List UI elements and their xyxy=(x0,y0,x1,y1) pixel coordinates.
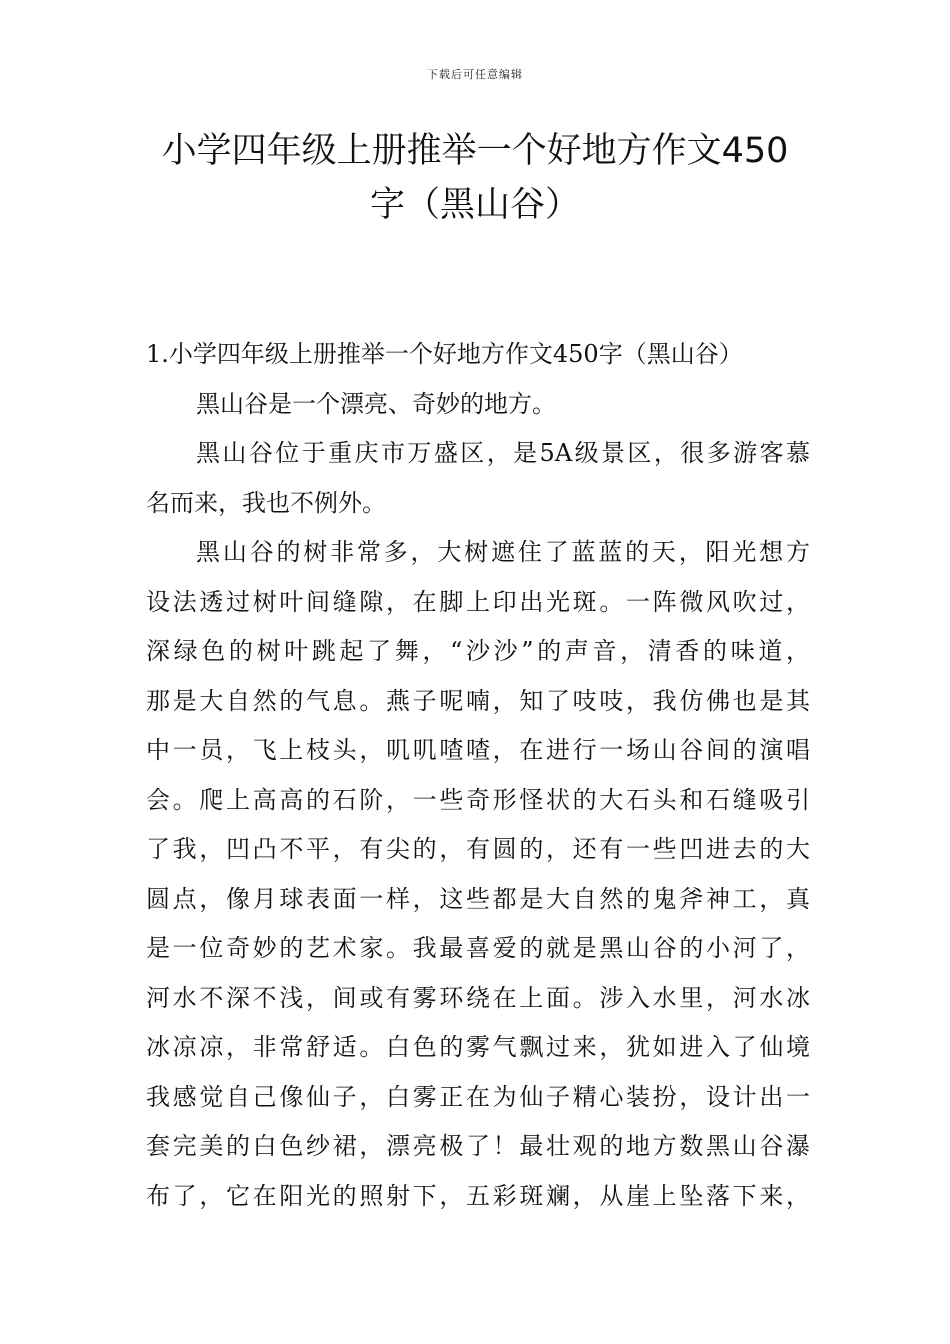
paragraph-line: 设法透过树叶间缝隙，在脚上印出光斑。一阵微风吹过， xyxy=(146,587,810,616)
paragraph-line: 深绿色的树叶跳起了舞，“沙沙”的声音，清香的味道， xyxy=(146,637,810,665)
paragraph-line: 会。爬上高高的石阶，一些奇形怪状的大石头和石缝吸引 xyxy=(146,785,810,814)
paragraph-line: 套完美的白色纱裙，漂亮极了！最壮观的地方数黑山谷瀑 xyxy=(146,1132,810,1160)
document-title xyxy=(120,124,830,232)
paragraph-line: 布了，它在阳光的照射下，五彩斑斓，从崖上坠落下来， xyxy=(146,1181,810,1210)
document-body xyxy=(146,330,810,1221)
paragraph-line: 我感觉自己像仙子，白雾正在为仙子精心装扮，设计出一 xyxy=(146,1082,810,1111)
paragraph-line: 中一员，飞上枝头，叽叽喳喳，在进行一场山谷间的演唱 xyxy=(146,736,810,764)
paragraph-line: 河水不深不浅，间或有雾环绕在上面。涉入水里，河水冰 xyxy=(146,983,810,1012)
paragraph-line: 是一位奇妙的艺术家。我最喜爱的就是黑山谷的小河了， xyxy=(146,934,810,962)
section-heading: 1.小学四年级上册推举一个好地方作文450字（黑山谷） xyxy=(146,340,743,368)
paragraph-line: 那是大自然的气息。燕子呢喃，知了吱吱，我仿佛也是其 xyxy=(146,686,810,715)
title-line-1: 小学四年级上册推举一个好地方作文450 xyxy=(161,131,789,171)
paragraph-line: 了我，凹凸不平，有尖的，有圆的，还有一些凹进去的大 xyxy=(146,835,810,863)
header-note: 下载后可任意编辑 xyxy=(427,68,523,81)
paragraph-line: 黑山谷的树非常多，大树遮住了蓝蓝的天，阳光想方 xyxy=(196,538,810,566)
paragraph-line: 黑山谷是一个漂亮、奇妙的地方。 xyxy=(196,389,556,418)
paragraph-line: 圆点，像月球表面一样，这些都是大自然的鬼斧神工，真 xyxy=(146,884,810,913)
paragraph-line: 黑山谷位于重庆市万盛区，是5A级景区，很多游客慕 xyxy=(196,439,810,467)
paragraph-line: 冰凉凉，非常舒适。白色的雾气飘过来，犹如进入了仙境 xyxy=(146,1033,810,1061)
paragraph-line: 名而来，我也不例外。 xyxy=(146,488,386,517)
title-line-2: 字（黑山谷） xyxy=(369,185,580,225)
